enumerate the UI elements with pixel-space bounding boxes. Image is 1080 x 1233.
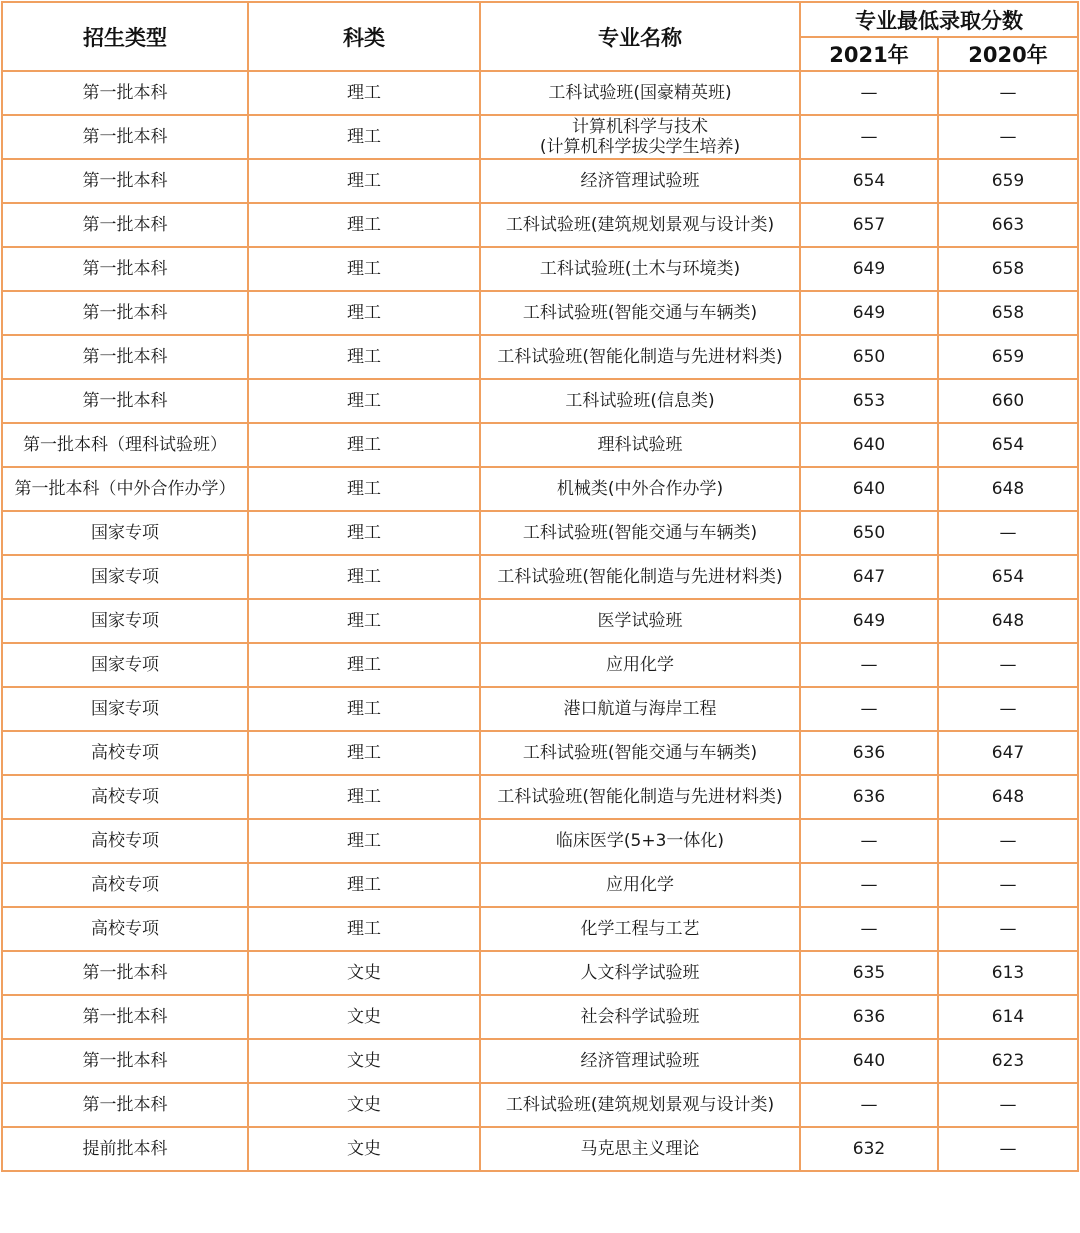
major-name-line: 应用化学 [606,655,674,675]
cell-subject-category: 理工 [248,467,480,511]
table-row [2,731,1078,775]
cell-subject-category: 理工 [248,863,480,907]
major-name-line: 机械类(中外合作办学) [556,479,724,499]
cell-score-2020: 648 [938,467,1078,511]
cell-subject-category: 理工 [248,907,480,951]
cell-admission-type: 第一批本科 [2,159,248,203]
table-row [2,599,1078,643]
cell-score-2021: 653 [800,379,938,423]
cell-admission-type: 国家专项 [2,687,248,731]
cell-score-2021: 640 [800,467,938,511]
cell-score-2020: 658 [938,291,1078,335]
cell-score-2020: — [938,511,1078,555]
cell-major-name [480,159,800,203]
cell-subject-category: 理工 [248,115,480,159]
cell-score-2021: 657 [800,203,938,247]
cell-score-2020: 659 [938,159,1078,203]
cell-admission-type: 第一批本科 [2,247,248,291]
major-name-line: 经济管理试验班 [580,171,700,191]
table-row [2,115,1078,159]
cell-admission-type: 第一批本科 [2,995,248,1039]
cell-score-2020: — [938,643,1078,687]
table-row [2,775,1078,819]
cell-score-2021: — [800,687,938,731]
major-name-line: 工科试验班(智能化制造与先进材料类) [497,787,783,807]
cell-major-name [480,71,800,115]
cell-score-2020: 659 [938,335,1078,379]
cell-subject-category: 理工 [248,203,480,247]
major-name-line: 社会科学试验班 [580,1007,700,1027]
cell-score-2021: — [800,863,938,907]
major-name-line: 医学试验班 [597,611,683,631]
cell-score-2021: 636 [800,731,938,775]
header-year-2021: 2021年 [800,37,938,71]
cell-subject-category: 理工 [248,599,480,643]
major-name-line: 化学工程与工艺 [580,919,700,939]
cell-admission-type: 提前批本科 [2,1127,248,1171]
cell-score-2020: 663 [938,203,1078,247]
cell-subject-category: 理工 [248,247,480,291]
cell-score-2020: — [938,1127,1078,1171]
table-row [2,1039,1078,1083]
cell-admission-type: 国家专项 [2,555,248,599]
header-admission-type: 招生类型 [2,2,248,71]
cell-admission-type: 第一批本科 [2,71,248,115]
cell-admission-type: 高校专项 [2,775,248,819]
cell-admission-type: 高校专项 [2,907,248,951]
table-row [2,687,1078,731]
table-row [2,907,1078,951]
cell-major-name [480,511,800,555]
cell-subject-category: 理工 [248,643,480,687]
table-row [2,555,1078,599]
cell-major-name [480,995,800,1039]
cell-score-2020: 614 [938,995,1078,1039]
cell-subject-category: 文史 [248,1039,480,1083]
cell-score-2021: 635 [800,951,938,995]
header-year-2020: 2020年 [938,37,1078,71]
cell-admission-type: 第一批本科 [2,1039,248,1083]
cell-score-2021: 640 [800,423,938,467]
cell-admission-type: 第一批本科 [2,115,248,159]
table-row [2,819,1078,863]
major-name-line: 工科试验班(智能交通与车辆类) [522,303,758,323]
major-name-line: 工科试验班(土木与环境类) [539,259,741,279]
cell-score-2020: 654 [938,423,1078,467]
cell-score-2021: 650 [800,511,938,555]
cell-major-name [480,423,800,467]
table-row [2,335,1078,379]
table-row [2,379,1078,423]
cell-score-2021: 650 [800,335,938,379]
cell-admission-type: 高校专项 [2,819,248,863]
major-name-line: 工科试验班(信息类) [565,391,715,411]
cell-admission-type: 第一批本科 [2,335,248,379]
cell-score-2021: — [800,643,938,687]
cell-admission-type: 第一批本科 [2,1083,248,1127]
major-name-line: 理科试验班 [597,435,683,455]
table-row [2,71,1078,115]
header-major-name: 专业名称 [480,2,800,71]
table-row [2,1083,1078,1127]
major-name-line: (计算机科学拔尖学生培养) [539,137,741,157]
cell-major-name [480,115,800,159]
cell-score-2020: 648 [938,599,1078,643]
cell-score-2021: 640 [800,1039,938,1083]
major-name-line: 工科试验班(智能化制造与先进材料类) [497,567,783,587]
major-name-line: 工科试验班(国豪精英班) [548,83,732,103]
cell-admission-type: 国家专项 [2,599,248,643]
major-name-line: 港口航道与海岸工程 [563,699,717,719]
table-row [2,159,1078,203]
cell-subject-category: 理工 [248,687,480,731]
cell-score-2021: 649 [800,291,938,335]
cell-subject-category: 理工 [248,555,480,599]
cell-major-name [480,1039,800,1083]
cell-score-2020: 648 [938,775,1078,819]
cell-score-2020: — [938,819,1078,863]
cell-major-name [480,379,800,423]
cell-major-name [480,775,800,819]
cell-admission-type: 国家专项 [2,511,248,555]
cell-subject-category: 文史 [248,1127,480,1171]
major-name-line: 马克思主义理论 [580,1139,700,1159]
cell-score-2021: — [800,1083,938,1127]
cell-score-2021: — [800,819,938,863]
cell-subject-category: 理工 [248,511,480,555]
header-subject-category: 科类 [248,2,480,71]
major-name-line: 工科试验班(建筑规划景观与设计类) [505,1095,775,1115]
cell-major-name [480,203,800,247]
major-name-line: 工科试验班(智能交通与车辆类) [522,523,758,543]
cell-subject-category: 理工 [248,71,480,115]
cell-major-name [480,731,800,775]
major-name-line: 人文科学试验班 [580,963,700,983]
cell-subject-category: 理工 [248,291,480,335]
cell-score-2020: 647 [938,731,1078,775]
table-row [2,291,1078,335]
cell-score-2020: — [938,687,1078,731]
cell-score-2021: — [800,115,938,159]
cell-score-2021: 649 [800,247,938,291]
cell-major-name [480,247,800,291]
cell-major-name [480,643,800,687]
major-name-line: 应用化学 [606,875,674,895]
cell-score-2020: — [938,115,1078,159]
table-row [2,203,1078,247]
cell-score-2021: 654 [800,159,938,203]
cell-score-2020: 613 [938,951,1078,995]
cell-score-2021: 647 [800,555,938,599]
cell-score-2021: 632 [800,1127,938,1171]
table-row [2,423,1078,467]
cell-major-name [480,555,800,599]
cell-subject-category: 理工 [248,379,480,423]
cell-admission-type: 第一批本科 [2,379,248,423]
table-row [2,1127,1078,1171]
header-row-top [2,2,1078,37]
cell-major-name [480,819,800,863]
cell-major-name [480,335,800,379]
cell-admission-type: 高校专项 [2,731,248,775]
table-header [2,2,1078,71]
cell-score-2020: 660 [938,379,1078,423]
table-row [2,643,1078,687]
table-body [2,71,1078,1171]
cell-score-2021: 636 [800,775,938,819]
table-row [2,511,1078,555]
cell-major-name [480,1127,800,1171]
cell-subject-category: 文史 [248,951,480,995]
cell-major-name [480,467,800,511]
header-min-score-group: 专业最低录取分数 [800,2,1078,37]
cell-admission-type: 第一批本科（理科试验班） [2,423,248,467]
cell-major-name [480,1083,800,1127]
cell-subject-category: 文史 [248,995,480,1039]
cell-major-name [480,599,800,643]
cell-score-2020: 658 [938,247,1078,291]
cell-admission-type: 国家专项 [2,643,248,687]
cell-subject-category: 理工 [248,731,480,775]
admission-score-table [1,1,1079,1172]
cell-admission-type: 第一批本科 [2,951,248,995]
cell-major-name [480,907,800,951]
table-row [2,863,1078,907]
cell-subject-category: 理工 [248,159,480,203]
cell-subject-category: 理工 [248,335,480,379]
table-row [2,247,1078,291]
cell-subject-category: 理工 [248,775,480,819]
cell-score-2020: — [938,1083,1078,1127]
cell-score-2021: 649 [800,599,938,643]
cell-score-2020: — [938,863,1078,907]
major-name-line: 经济管理试验班 [580,1051,700,1071]
cell-admission-type: 第一批本科 [2,291,248,335]
cell-score-2020: 623 [938,1039,1078,1083]
major-name-line: 工科试验班(建筑规划景观与设计类) [505,215,775,235]
cell-score-2021: — [800,907,938,951]
cell-major-name [480,863,800,907]
table-row [2,467,1078,511]
table-row [2,951,1078,995]
major-name-line: 计算机科学与技术 [572,117,708,137]
cell-score-2020: — [938,907,1078,951]
major-name-line: 工科试验班(智能交通与车辆类) [522,743,758,763]
cell-subject-category: 理工 [248,819,480,863]
table-row [2,995,1078,1039]
cell-admission-type: 高校专项 [2,863,248,907]
cell-major-name [480,291,800,335]
major-name-line: 工科试验班(智能化制造与先进材料类) [497,347,783,367]
cell-admission-type: 第一批本科（中外合作办学） [2,467,248,511]
cell-score-2020: — [938,71,1078,115]
cell-major-name [480,951,800,995]
cell-score-2021: 636 [800,995,938,1039]
cell-subject-category: 文史 [248,1083,480,1127]
cell-score-2020: 654 [938,555,1078,599]
cell-admission-type: 第一批本科 [2,203,248,247]
cell-subject-category: 理工 [248,423,480,467]
major-name-line: 临床医学(5+3一体化) [555,831,725,851]
cell-major-name [480,687,800,731]
cell-score-2021: — [800,71,938,115]
